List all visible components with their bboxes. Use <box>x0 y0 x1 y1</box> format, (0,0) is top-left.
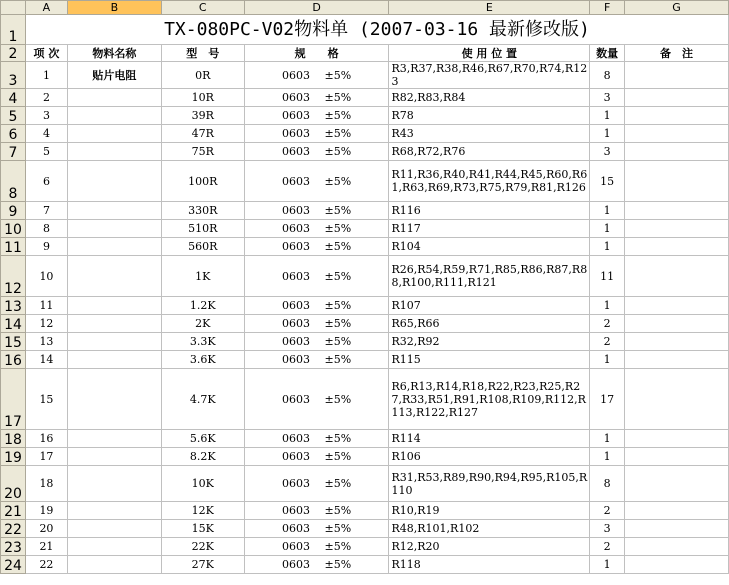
cell-spec[interactable]: 0603 ±5% <box>244 333 389 351</box>
cell-name[interactable] <box>67 125 161 143</box>
table-row <box>1 502 729 520</box>
column-header-b[interactable]: B <box>67 1 161 15</box>
cell-name[interactable] <box>67 369 161 430</box>
cell-remark[interactable] <box>625 238 729 256</box>
cell-model[interactable]: 3.6K <box>161 351 244 369</box>
cell-spec[interactable]: 0603 ±5% <box>244 369 389 430</box>
cell-spec[interactable]: 0603 ±5% <box>244 297 389 315</box>
cell-model[interactable]: 15K <box>161 520 244 538</box>
cell-qty[interactable]: 1 <box>590 238 625 256</box>
cell-remark[interactable] <box>625 161 729 202</box>
cell-item[interactable]: 9 <box>25 238 67 256</box>
header-model[interactable]: 型 号 <box>161 45 244 62</box>
cell-item[interactable]: 6 <box>25 161 67 202</box>
cell-qty[interactable]: 1 <box>590 125 625 143</box>
row-header[interactable]: 18 <box>1 430 26 448</box>
cell-location[interactable]: R115 <box>389 351 590 369</box>
cell-item[interactable]: 5 <box>25 143 67 161</box>
table-row <box>1 107 729 125</box>
cell-model[interactable]: 47R <box>161 125 244 143</box>
cell-qty[interactable]: 15 <box>590 161 625 202</box>
cell-item[interactable]: 16 <box>25 430 67 448</box>
cell-item[interactable]: 10 <box>25 256 67 297</box>
cell-remark[interactable] <box>625 351 729 369</box>
table-row <box>1 297 729 315</box>
cell-name[interactable] <box>67 89 161 107</box>
cell-remark[interactable] <box>625 369 729 430</box>
cell-model[interactable]: 8.2K <box>161 448 244 466</box>
table-row <box>1 538 729 556</box>
cell-location[interactable]: R12,R20 <box>389 538 590 556</box>
table-row <box>1 256 729 297</box>
cell-remark[interactable] <box>625 256 729 297</box>
cell-model[interactable]: 22K <box>161 538 244 556</box>
row-header[interactable]: 21 <box>1 502 26 520</box>
cell-location[interactable]: R106 <box>389 448 590 466</box>
cell-location[interactable]: R10,R19 <box>389 502 590 520</box>
row-header[interactable]: 1 <box>1 15 26 45</box>
cell-spec[interactable]: 0603 ±5% <box>244 89 389 107</box>
cell-spec[interactable]: 0603 ±5% <box>244 502 389 520</box>
cell-qty[interactable]: 8 <box>590 466 625 502</box>
table-row <box>1 351 729 369</box>
sheet-title[interactable]: TX-080PC-V02物料单 (2007-03-16 最新修改版) <box>25 15 728 45</box>
cell-item[interactable]: 13 <box>25 333 67 351</box>
cell-spec[interactable]: 0603 ±5% <box>244 538 389 556</box>
cell-model[interactable]: 12K <box>161 502 244 520</box>
cell-location[interactable]: R78 <box>389 107 590 125</box>
cell-name[interactable] <box>67 538 161 556</box>
cell-name[interactable] <box>67 502 161 520</box>
row-header[interactable]: 13 <box>1 297 26 315</box>
cell-location[interactable]: R116 <box>389 202 590 220</box>
row-header[interactable]: 11 <box>1 238 26 256</box>
cell-qty[interactable]: 1 <box>590 202 625 220</box>
cell-item[interactable]: 17 <box>25 448 67 466</box>
cell-remark[interactable] <box>625 520 729 538</box>
cell-location[interactable]: R114 <box>389 430 590 448</box>
cell-spec[interactable]: 0603 ±5% <box>244 62 389 89</box>
cell-item[interactable]: 11 <box>25 297 67 315</box>
table-row <box>1 315 729 333</box>
cell-qty[interactable]: 17 <box>590 369 625 430</box>
table-row <box>1 202 729 220</box>
cell-qty[interactable]: 3 <box>590 89 625 107</box>
cell-item[interactable]: 8 <box>25 220 67 238</box>
cell-location[interactable]: R65,R66 <box>389 315 590 333</box>
cell-remark[interactable] <box>625 220 729 238</box>
cell-qty[interactable]: 1 <box>590 351 625 369</box>
cell-qty[interactable]: 1 <box>590 556 625 574</box>
table-row <box>1 220 729 238</box>
cell-name[interactable]: 贴片电阻 <box>67 62 161 89</box>
cell-spec[interactable]: 0603 ±5% <box>244 238 389 256</box>
cell-model[interactable]: 4.7K <box>161 369 244 430</box>
cell-name[interactable] <box>67 466 161 502</box>
table-row <box>1 143 729 161</box>
cell-name[interactable] <box>67 143 161 161</box>
cell-name[interactable] <box>67 351 161 369</box>
cell-spec[interactable]: 0603 ±5% <box>244 556 389 574</box>
cell-spec[interactable]: 0603 ±5% <box>244 351 389 369</box>
cell-location[interactable]: R43 <box>389 125 590 143</box>
cell-spec[interactable]: 0603 ±5% <box>244 256 389 297</box>
cell-spec[interactable]: 0603 ±5% <box>244 315 389 333</box>
cell-remark[interactable] <box>625 297 729 315</box>
cell-item[interactable]: 15 <box>25 369 67 430</box>
cell-name[interactable] <box>67 202 161 220</box>
cell-location[interactable]: R32,R92 <box>389 333 590 351</box>
row-header[interactable]: 9 <box>1 202 26 220</box>
table-row <box>1 89 729 107</box>
cell-model[interactable]: 27K <box>161 556 244 574</box>
cell-name[interactable] <box>67 161 161 202</box>
cell-qty[interactable]: 1 <box>590 220 625 238</box>
cell-name[interactable] <box>67 430 161 448</box>
cell-model[interactable]: 100R <box>161 161 244 202</box>
cell-model[interactable]: 39R <box>161 107 244 125</box>
table-row <box>1 238 729 256</box>
cell-location[interactable]: R31,R53,R89,R90,R94,R95,R105,R110 <box>389 466 590 502</box>
cell-remark[interactable] <box>625 107 729 125</box>
cell-model[interactable]: 10R <box>161 89 244 107</box>
column-header-f[interactable]: F <box>590 1 625 15</box>
cell-model[interactable]: 10K <box>161 466 244 502</box>
cell-model[interactable]: 75R <box>161 143 244 161</box>
row-header[interactable]: 20 <box>1 466 26 502</box>
cell-remark[interactable] <box>625 62 729 89</box>
column-header-g[interactable]: G <box>625 1 729 15</box>
header-name[interactable]: 物料名称 <box>67 45 161 62</box>
cell-name[interactable] <box>67 315 161 333</box>
cell-remark[interactable] <box>625 448 729 466</box>
cell-remark[interactable] <box>625 315 729 333</box>
table-row <box>1 161 729 202</box>
cell-location[interactable]: R117 <box>389 220 590 238</box>
cell-remark[interactable] <box>625 466 729 502</box>
cell-item[interactable]: 12 <box>25 315 67 333</box>
cell-location[interactable]: R26,R54,R59,R71,R85,R86,R87,R88,R100,R111,R121 <box>389 256 590 297</box>
cell-remark[interactable] <box>625 89 729 107</box>
cell-name[interactable] <box>67 256 161 297</box>
cell-qty[interactable]: 11 <box>590 256 625 297</box>
table-row <box>1 369 729 430</box>
cell-spec[interactable]: 0603 ±5% <box>244 220 389 238</box>
cell-model[interactable]: 510R <box>161 220 244 238</box>
cell-name[interactable] <box>67 107 161 125</box>
column-header-a[interactable]: A <box>25 1 67 15</box>
row-header[interactable]: 8 <box>1 161 26 202</box>
row-header[interactable]: 7 <box>1 143 26 161</box>
table-row <box>1 333 729 351</box>
row-header[interactable]: 14 <box>1 315 26 333</box>
row-header[interactable]: 17 <box>1 369 26 430</box>
cell-model[interactable]: 1.2K <box>161 297 244 315</box>
cell-spec[interactable]: 0603 ±5% <box>244 107 389 125</box>
cell-model[interactable]: 330R <box>161 202 244 220</box>
cell-item[interactable]: 2 <box>25 89 67 107</box>
cell-item[interactable]: 22 <box>25 556 67 574</box>
cell-item[interactable]: 3 <box>25 107 67 125</box>
row-header[interactable]: 15 <box>1 333 26 351</box>
column-header-e[interactable]: E <box>389 1 590 15</box>
cell-qty[interactable]: 1 <box>590 297 625 315</box>
cell-model[interactable]: 5.6K <box>161 430 244 448</box>
column-header-d[interactable]: D <box>244 1 389 15</box>
select-all-corner[interactable] <box>1 1 26 15</box>
row-header[interactable]: 4 <box>1 89 26 107</box>
cell-name[interactable] <box>67 297 161 315</box>
cell-spec[interactable]: 0603 ±5% <box>244 161 389 202</box>
cell-location[interactable]: R104 <box>389 238 590 256</box>
row-header[interactable]: 16 <box>1 351 26 369</box>
cell-spec[interactable]: 0603 ±5% <box>244 430 389 448</box>
cell-name[interactable] <box>67 238 161 256</box>
cell-item[interactable]: 20 <box>25 520 67 538</box>
row-header[interactable]: 10 <box>1 220 26 238</box>
cell-remark[interactable] <box>625 333 729 351</box>
row-header[interactable]: 22 <box>1 520 26 538</box>
cell-item[interactable]: 7 <box>25 202 67 220</box>
cell-spec[interactable]: 0603 ±5% <box>244 448 389 466</box>
cell-location[interactable]: R3,R37,R38,R46,R67,R70,R74,R123 <box>389 62 590 89</box>
cell-item[interactable]: 1 <box>25 62 67 89</box>
cell-model[interactable]: 0R <box>161 62 244 89</box>
cell-location[interactable]: R48,R101,R102 <box>389 520 590 538</box>
cell-location[interactable]: R118 <box>389 556 590 574</box>
cell-qty[interactable]: 8 <box>590 62 625 89</box>
cell-location[interactable]: R68,R72,R76 <box>389 143 590 161</box>
cell-location[interactable]: R107 <box>389 297 590 315</box>
row-header[interactable]: 3 <box>1 62 26 89</box>
cell-name[interactable] <box>67 520 161 538</box>
cell-spec[interactable]: 0603 ±5% <box>244 466 389 502</box>
table-row <box>1 556 729 574</box>
row-header[interactable]: 23 <box>1 538 26 556</box>
cell-spec[interactable]: 0603 ±5% <box>244 125 389 143</box>
row-header[interactable]: 2 <box>1 45 26 62</box>
table-row <box>1 448 729 466</box>
table-row <box>1 520 729 538</box>
cell-spec[interactable]: 0603 ±5% <box>244 202 389 220</box>
cell-qty[interactable]: 2 <box>590 333 625 351</box>
cell-spec[interactable]: 0603 ±5% <box>244 143 389 161</box>
cell-location[interactable]: R6,R13,R14,R18,R22,R23,R25,R27,R33,R51,R91,R108,R109,R112,R113,R122,R127 <box>389 369 590 430</box>
cell-qty[interactable]: 2 <box>590 502 625 520</box>
table-row <box>1 466 729 502</box>
cell-qty[interactable]: 2 <box>590 315 625 333</box>
row-header[interactable]: 24 <box>1 556 26 574</box>
cell-name[interactable] <box>67 220 161 238</box>
row-header[interactable]: 19 <box>1 448 26 466</box>
cell-qty[interactable]: 1 <box>590 430 625 448</box>
table-row <box>1 125 729 143</box>
cell-qty[interactable]: 3 <box>590 143 625 161</box>
header-location[interactable]: 使 用 位 置 <box>389 45 590 62</box>
header-remark[interactable]: 备 注 <box>625 45 729 62</box>
row-header[interactable]: 12 <box>1 256 26 297</box>
cell-name[interactable] <box>67 448 161 466</box>
cell-model[interactable]: 3.3K <box>161 333 244 351</box>
header-item[interactable]: 项 次 <box>25 45 67 62</box>
cell-model[interactable]: 560R <box>161 238 244 256</box>
cell-item[interactable]: 18 <box>25 466 67 502</box>
table-row <box>1 430 729 448</box>
cell-name[interactable] <box>67 333 161 351</box>
cell-qty[interactable]: 2 <box>590 538 625 556</box>
cell-model[interactable]: 1K <box>161 256 244 297</box>
cell-remark[interactable] <box>625 143 729 161</box>
table-row <box>1 62 729 89</box>
cell-item[interactable]: 21 <box>25 538 67 556</box>
cell-remark[interactable] <box>625 430 729 448</box>
cell-spec[interactable]: 0603 ±5% <box>244 520 389 538</box>
row-header[interactable]: 6 <box>1 125 26 143</box>
cell-remark[interactable] <box>625 538 729 556</box>
header-qty[interactable]: 数量 <box>590 45 625 62</box>
cell-item[interactable]: 14 <box>25 351 67 369</box>
cell-qty[interactable]: 1 <box>590 107 625 125</box>
cell-qty[interactable]: 3 <box>590 520 625 538</box>
cell-item[interactable]: 19 <box>25 502 67 520</box>
cell-remark[interactable] <box>625 202 729 220</box>
cell-item[interactable]: 4 <box>25 125 67 143</box>
cell-remark[interactable] <box>625 556 729 574</box>
row-header[interactable]: 5 <box>1 107 26 125</box>
cell-name[interactable] <box>67 556 161 574</box>
cell-qty[interactable]: 1 <box>590 448 625 466</box>
cell-remark[interactable] <box>625 502 729 520</box>
column-header-c[interactable]: C <box>161 1 244 15</box>
cell-remark[interactable] <box>625 125 729 143</box>
cell-location[interactable]: R82,R83,R84 <box>389 89 590 107</box>
cell-model[interactable]: 2K <box>161 315 244 333</box>
header-spec[interactable]: 规 格 <box>244 45 389 62</box>
cell-location[interactable]: R11,R36,R40,R41,R44,R45,R60,R61,R63,R69,R73,R75,R79,R81,R126 <box>389 161 590 202</box>
